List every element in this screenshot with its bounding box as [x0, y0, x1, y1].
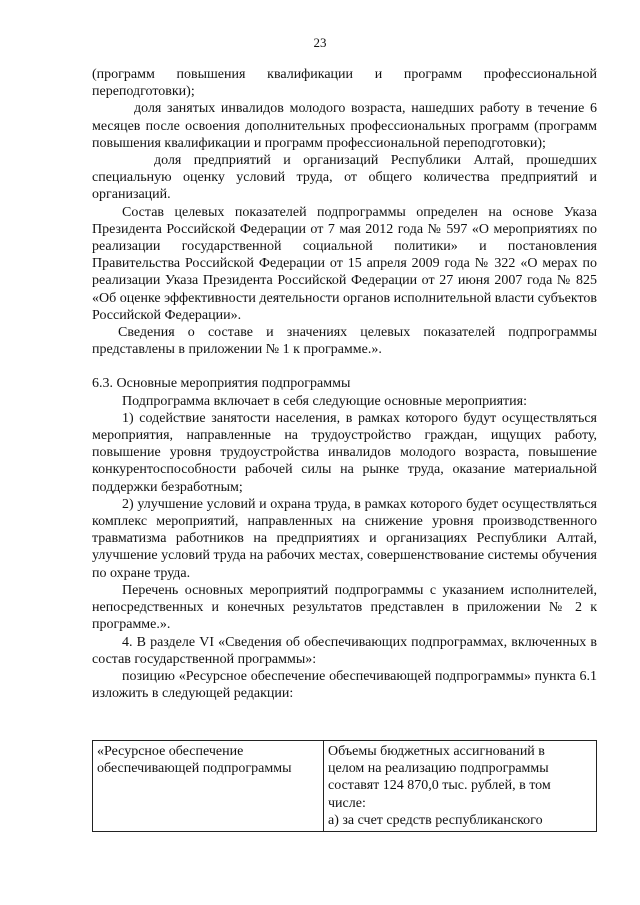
paragraph: 4. В разделе VI «Сведения об обеспечивающих подпрограммах, включенных в состав государственной программы»:: [92, 634, 597, 667]
cell-line: Объемы бюджетных ассигнований в: [328, 744, 545, 759]
cell-line: а) за счет средств республиканского: [328, 812, 543, 828]
list-item: 2) улучшение условий и охрана труда, в рамках которого будет осуществляться комплекс мероприятий, направленных на снижение уровня производственного травматизма работников на предприятиях и организациях Республики Алтай, улучшение условий труда на рабочих местах, совершенствование системы обучения по охране труда.: [92, 496, 597, 581]
paragraph: (программ повышения квалификации и программ профессиональной переподготовки);: [92, 67, 597, 100]
cell-line: целом на реализацию подпрограммы: [328, 761, 549, 777]
table-row: [93, 741, 597, 832]
document-body: [92, 66, 597, 702]
paragraph: доля занятых инвалидов молодого возраста, нашедших работу в течение 6 месяцев после освоения дополнительных профессиональных программ (программ повышения квалификации и программ профессиональной переподготовки);: [92, 101, 597, 151]
section-heading: 6.3. Основные мероприятия подпрограммы: [92, 376, 351, 392]
resource-table: [92, 740, 597, 832]
cell-line: составят 124 870,0 тыс. рублей, в том: [328, 778, 551, 794]
page-number: 23: [313, 35, 327, 50]
table-cell-value: [324, 741, 597, 832]
cell-line: числе:: [328, 795, 366, 811]
list-item: 1) содействие занятости населения, в рамках которого будут осуществляться мероприятия, направленные на трудоустройство граждан, ищущих работу, повышение уровня трудоустройства инвалидов молодого возраста, повышение конкурентоспособности рабочей силы на рынке труда, оказание материальной поддержки безработным;: [92, 410, 597, 495]
paragraph: Состав целевых показателей подпрограммы определен на основе Указа Президента Российской Федерации от 7 мая 2012 года № 597 «О мероприятиях по реализации государственной социальной политики» и постановления Правительства Российской Федерации от 15 апреля 2009 года № 322 «О мерах по реализации Указа Президента Российской Федерации от 27 июня 2007 года № 825 «Об оценке эффективности деятельности органов исполнительной власти субъектов Российской Федерации».: [92, 204, 597, 323]
table-cell-label: [93, 741, 324, 832]
paragraph: Перечень основных мероприятий подпрограммы с указанием исполнителей, непосредственных и конечных результатов представлен в приложении № 2 к программе.».: [92, 582, 597, 633]
cell-line: обеспечивающей подпрограммы: [97, 761, 292, 777]
paragraph: Сведения о составе и значениях целевых показателей подпрограммы представлены в приложении № 1 к программе.».: [92, 325, 597, 358]
paragraph: Подпрограмма включает в себя следующие основные мероприятия:: [122, 393, 527, 409]
cell-line: «Ресурсное обеспечение: [97, 744, 244, 759]
paragraph: позицию «Ресурсное обеспечение обеспечивающей подпрограммы» пункта 6.1 изложить в следующей редакции:: [92, 668, 597, 702]
paragraph: доля предприятий и организаций Республики Алтай, прошедших специальную оценку условий труда, от общего количества предприятий и организаций.: [92, 153, 597, 203]
